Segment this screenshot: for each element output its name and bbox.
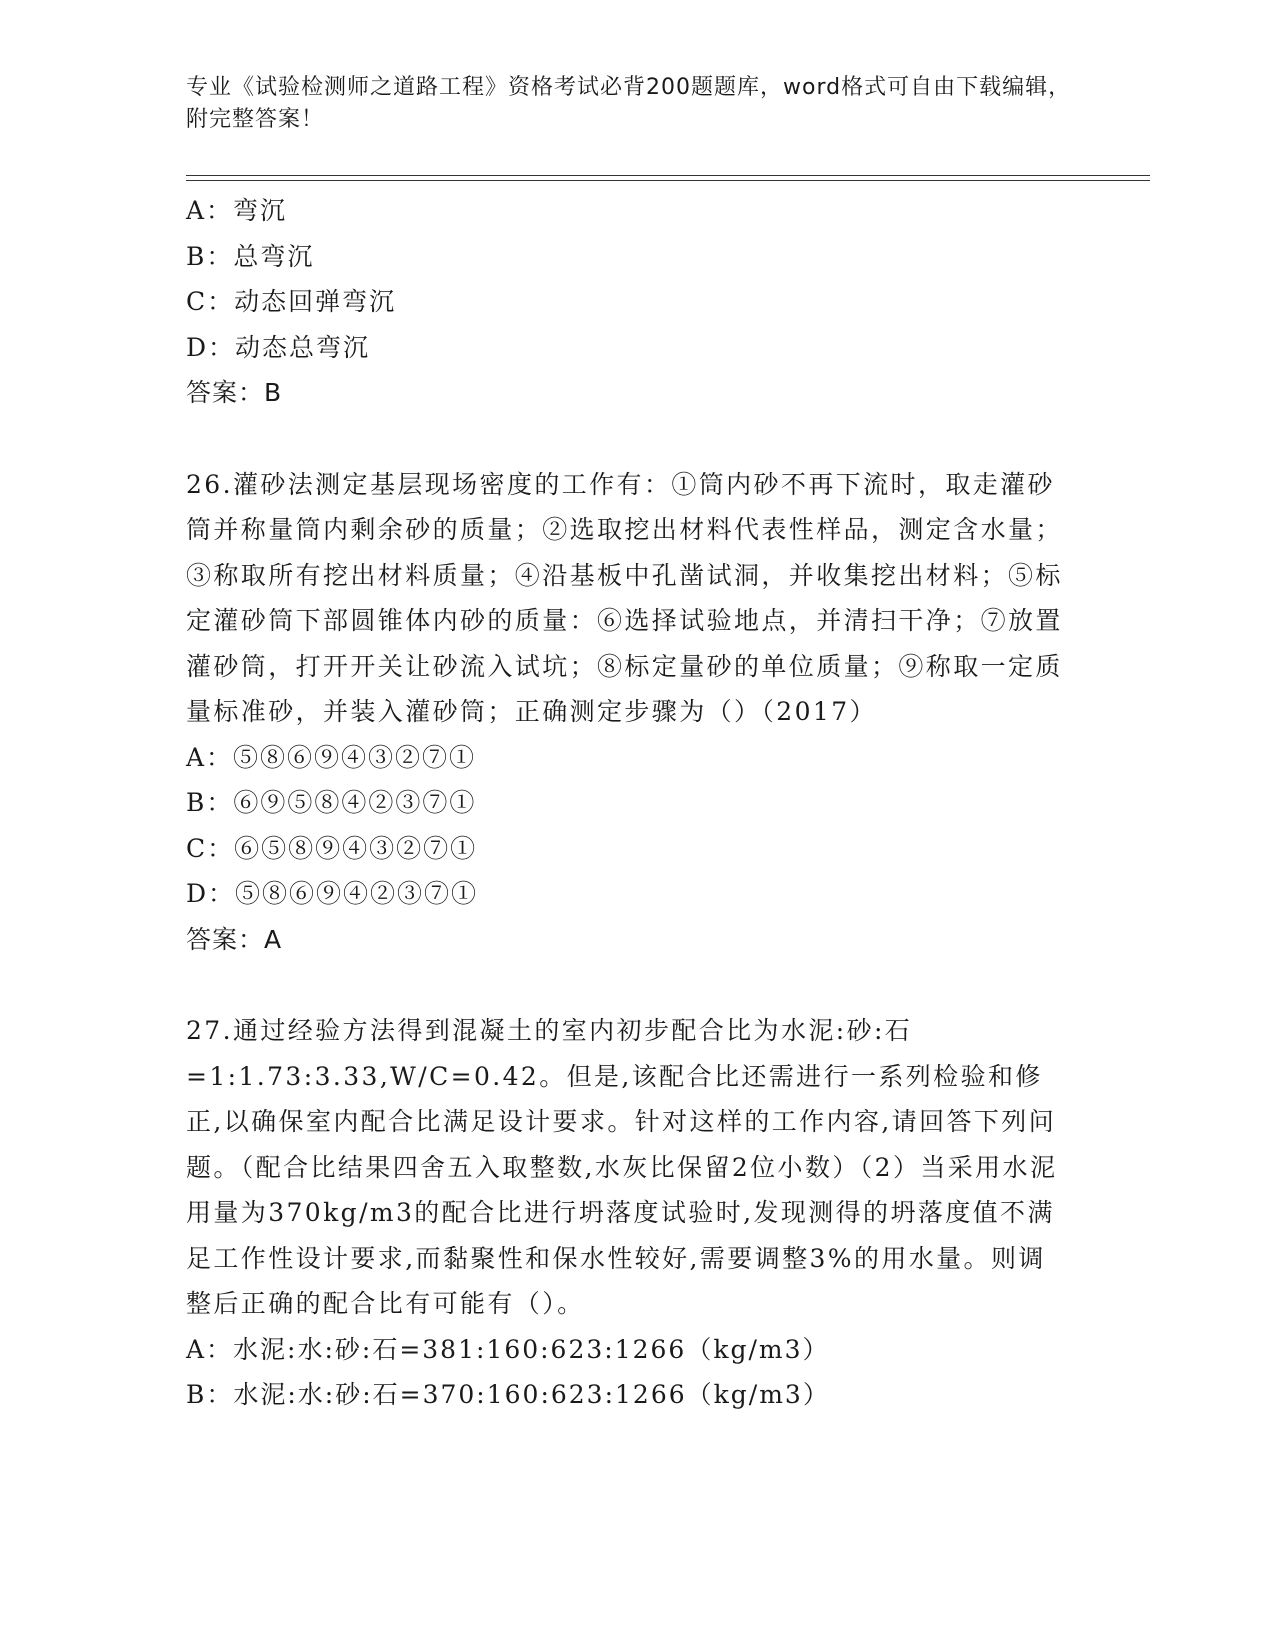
option-a: A：⑤⑧⑥⑨④③②⑦① <box>186 742 477 772</box>
question-stem: 26.灌砂法测定基层现场密度的工作有：①筒内砂不再下流时，取走灌砂筒并称量筒内剩余砂的质量；②选取挖出材料代表性样品，测定含水量；③称取所有挖出材料质量；④沿基板中孔凿试洞，并收集挖出材料；⑤标定灌砂筒下部圆锥体内砂的质量：⑥选择试验地点，并清扫干净；⑦放置灌砂筒，打开开关让砂流入试坑；⑧标定量砂的单位质量；⑨称取一定质量标准砂，并装入灌砂筒；正确测定步骤为（）（2017） <box>186 469 1063 726</box>
option-b: B：⑥⑨⑤⑧④②③⑦① <box>186 788 477 817</box>
option-b: B：总弯沉 <box>186 241 315 271</box>
option-c: C：⑥⑤⑧⑨④③②⑦① <box>186 833 478 863</box>
question-stem: 27.通过经验方法得到混凝土的室内初步配合比为水泥:砂:石=1:1.73:3.33,W/C=0.42。但是,该配合比还需进行一系列检验和修正,以确保室内配合比满足设计要求。针对这样的工作内容,请回答下列问题。（配合比结果四舍五入取整数,水灰比保留2位小数）（2）当采用水泥用量为370kg/m3的配合比进行坍落度试验时,发现测得的坍落度值不满足工作性设计要求,而黏聚性和保水性较好,需要调整3%的用水量。则调整后正确的配合比有可能有（）。 <box>186 1016 1058 1318</box>
question-27-block <box>186 1008 1066 1418</box>
option-b: B：水泥:水:砂:石=370:160:623:1266（kg/m3） <box>186 1380 830 1409</box>
answer: 答案：A <box>186 924 283 954</box>
answer: 答案：B <box>186 378 283 407</box>
option-a: A：水泥:水:砂:石=381:160:623:1266（kg/m3） <box>186 1334 830 1364</box>
option-a: A：弯沉 <box>186 196 288 225</box>
header-rule-top <box>186 175 1150 176</box>
option-c: C：动态回弹弯沉 <box>186 287 397 316</box>
document-header: 专业《试验检测师之道路工程》资格考试必背200题题库，word格式可自由下载编辑，附完整答案！ <box>186 75 1072 132</box>
option-d: D：⑤⑧⑥⑨④②③⑦① <box>186 879 479 908</box>
option-d: D：动态总弯沉 <box>186 332 371 362</box>
question-26-block <box>186 462 1066 963</box>
header-rule-bottom <box>186 180 1150 181</box>
question-25-block <box>186 188 1066 416</box>
document-body <box>186 188 1066 1418</box>
